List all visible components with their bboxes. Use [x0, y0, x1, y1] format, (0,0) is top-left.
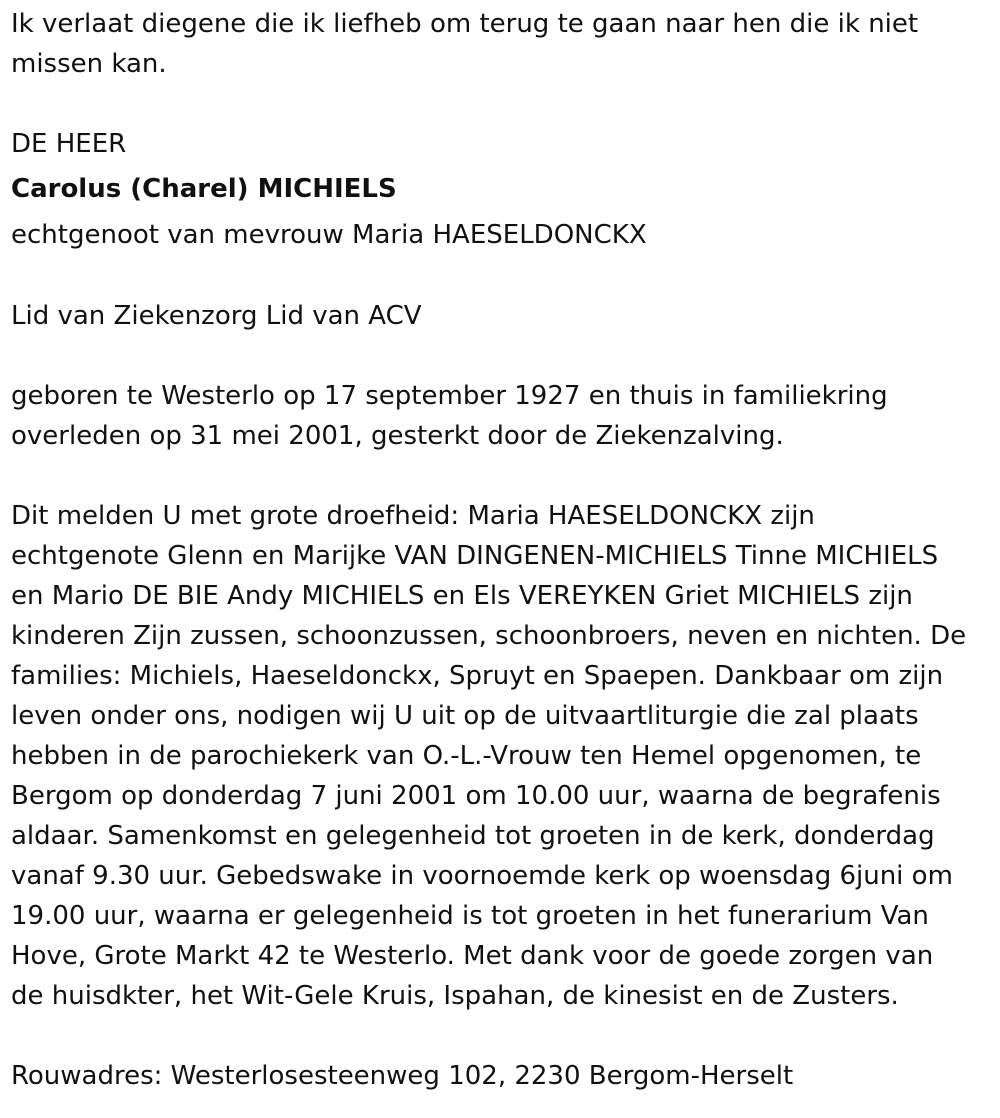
- announcement-line: Dit melden U met grote droefheid: Maria HAESELDONCKX zijn: [11, 501, 815, 531]
- intro-text: [11, 4, 986, 84]
- announcement-line: 19.00 uur, waarna er gelegenheid is tot groeten in het funerarium Van: [11, 901, 929, 931]
- birth-death-text: [11, 376, 986, 456]
- announcement-text: [11, 496, 986, 1016]
- obituary-document: [11, 4, 986, 1096]
- announcement-line: Bergom op donderdag 7 juni 2001 om 10.00 uur, waarna de begrafenis: [11, 781, 941, 811]
- announcement-line: families: Michiels, Haeseldonckx, Spruyt en Spaepen. Dankbaar om zijn: [11, 661, 944, 691]
- mourning-address: Rouwadres: Westerlosesteenweg 102, 2230 Bergom-Herselt: [11, 1061, 794, 1091]
- announcement-line: vanaf 9.30 uur. Gebedswake in voornoemde kerk op woensdag 6juni om: [11, 861, 953, 891]
- intro-line-2: missen kan.: [11, 49, 167, 79]
- spouse-line: echtgenoot van mevrouw Maria HAESELDONCKX: [11, 220, 647, 250]
- deceased-name: Carolus (Charel) MICHIELS: [11, 174, 397, 204]
- announcement-line: kinderen Zijn zussen, schoonzussen, schoonbroers, neven en nichten. De: [11, 621, 967, 651]
- announcement-line: de huisdkter, het Wit-Gele Kruis, Ispahan, de kinesist en de Zusters.: [11, 981, 899, 1011]
- honorific: DE HEER: [11, 129, 127, 159]
- announcement-line: Hove, Grote Markt 42 te Westerlo. Met dank voor de goede zorgen van: [11, 941, 934, 971]
- membership-line: Lid van Ziekenzorg Lid van ACV: [11, 301, 422, 331]
- birth-death-line-1: geboren te Westerlo op 17 september 1927 en thuis in familiekring: [11, 381, 888, 411]
- intro-line-1: Ik verlaat diegene die ik liefheb om terug te gaan naar hen die ik niet: [11, 9, 919, 39]
- announcement-line: leven onder ons, nodigen wij U uit op de uitvaartliturgie die zal plaats: [11, 701, 919, 731]
- announcement-line: en Mario DE BIE Andy MICHIELS en Els VEREYKEN Griet MICHIELS zijn: [11, 581, 913, 611]
- announcement-line: hebben in de parochiekerk van O.-L.-Vrouw ten Hemel opgenomen, te: [11, 741, 922, 771]
- announcement-line: echtgenote Glenn en Marijke VAN DINGENEN-MICHIELS Tinne MICHIELS: [11, 541, 939, 571]
- birth-death-line-2: overleden op 31 mei 2001, gesterkt door de Ziekenzalving.: [11, 421, 784, 451]
- announcement-line: aldaar. Samenkomst en gelegenheid tot groeten in de kerk, donderdag: [11, 821, 935, 851]
